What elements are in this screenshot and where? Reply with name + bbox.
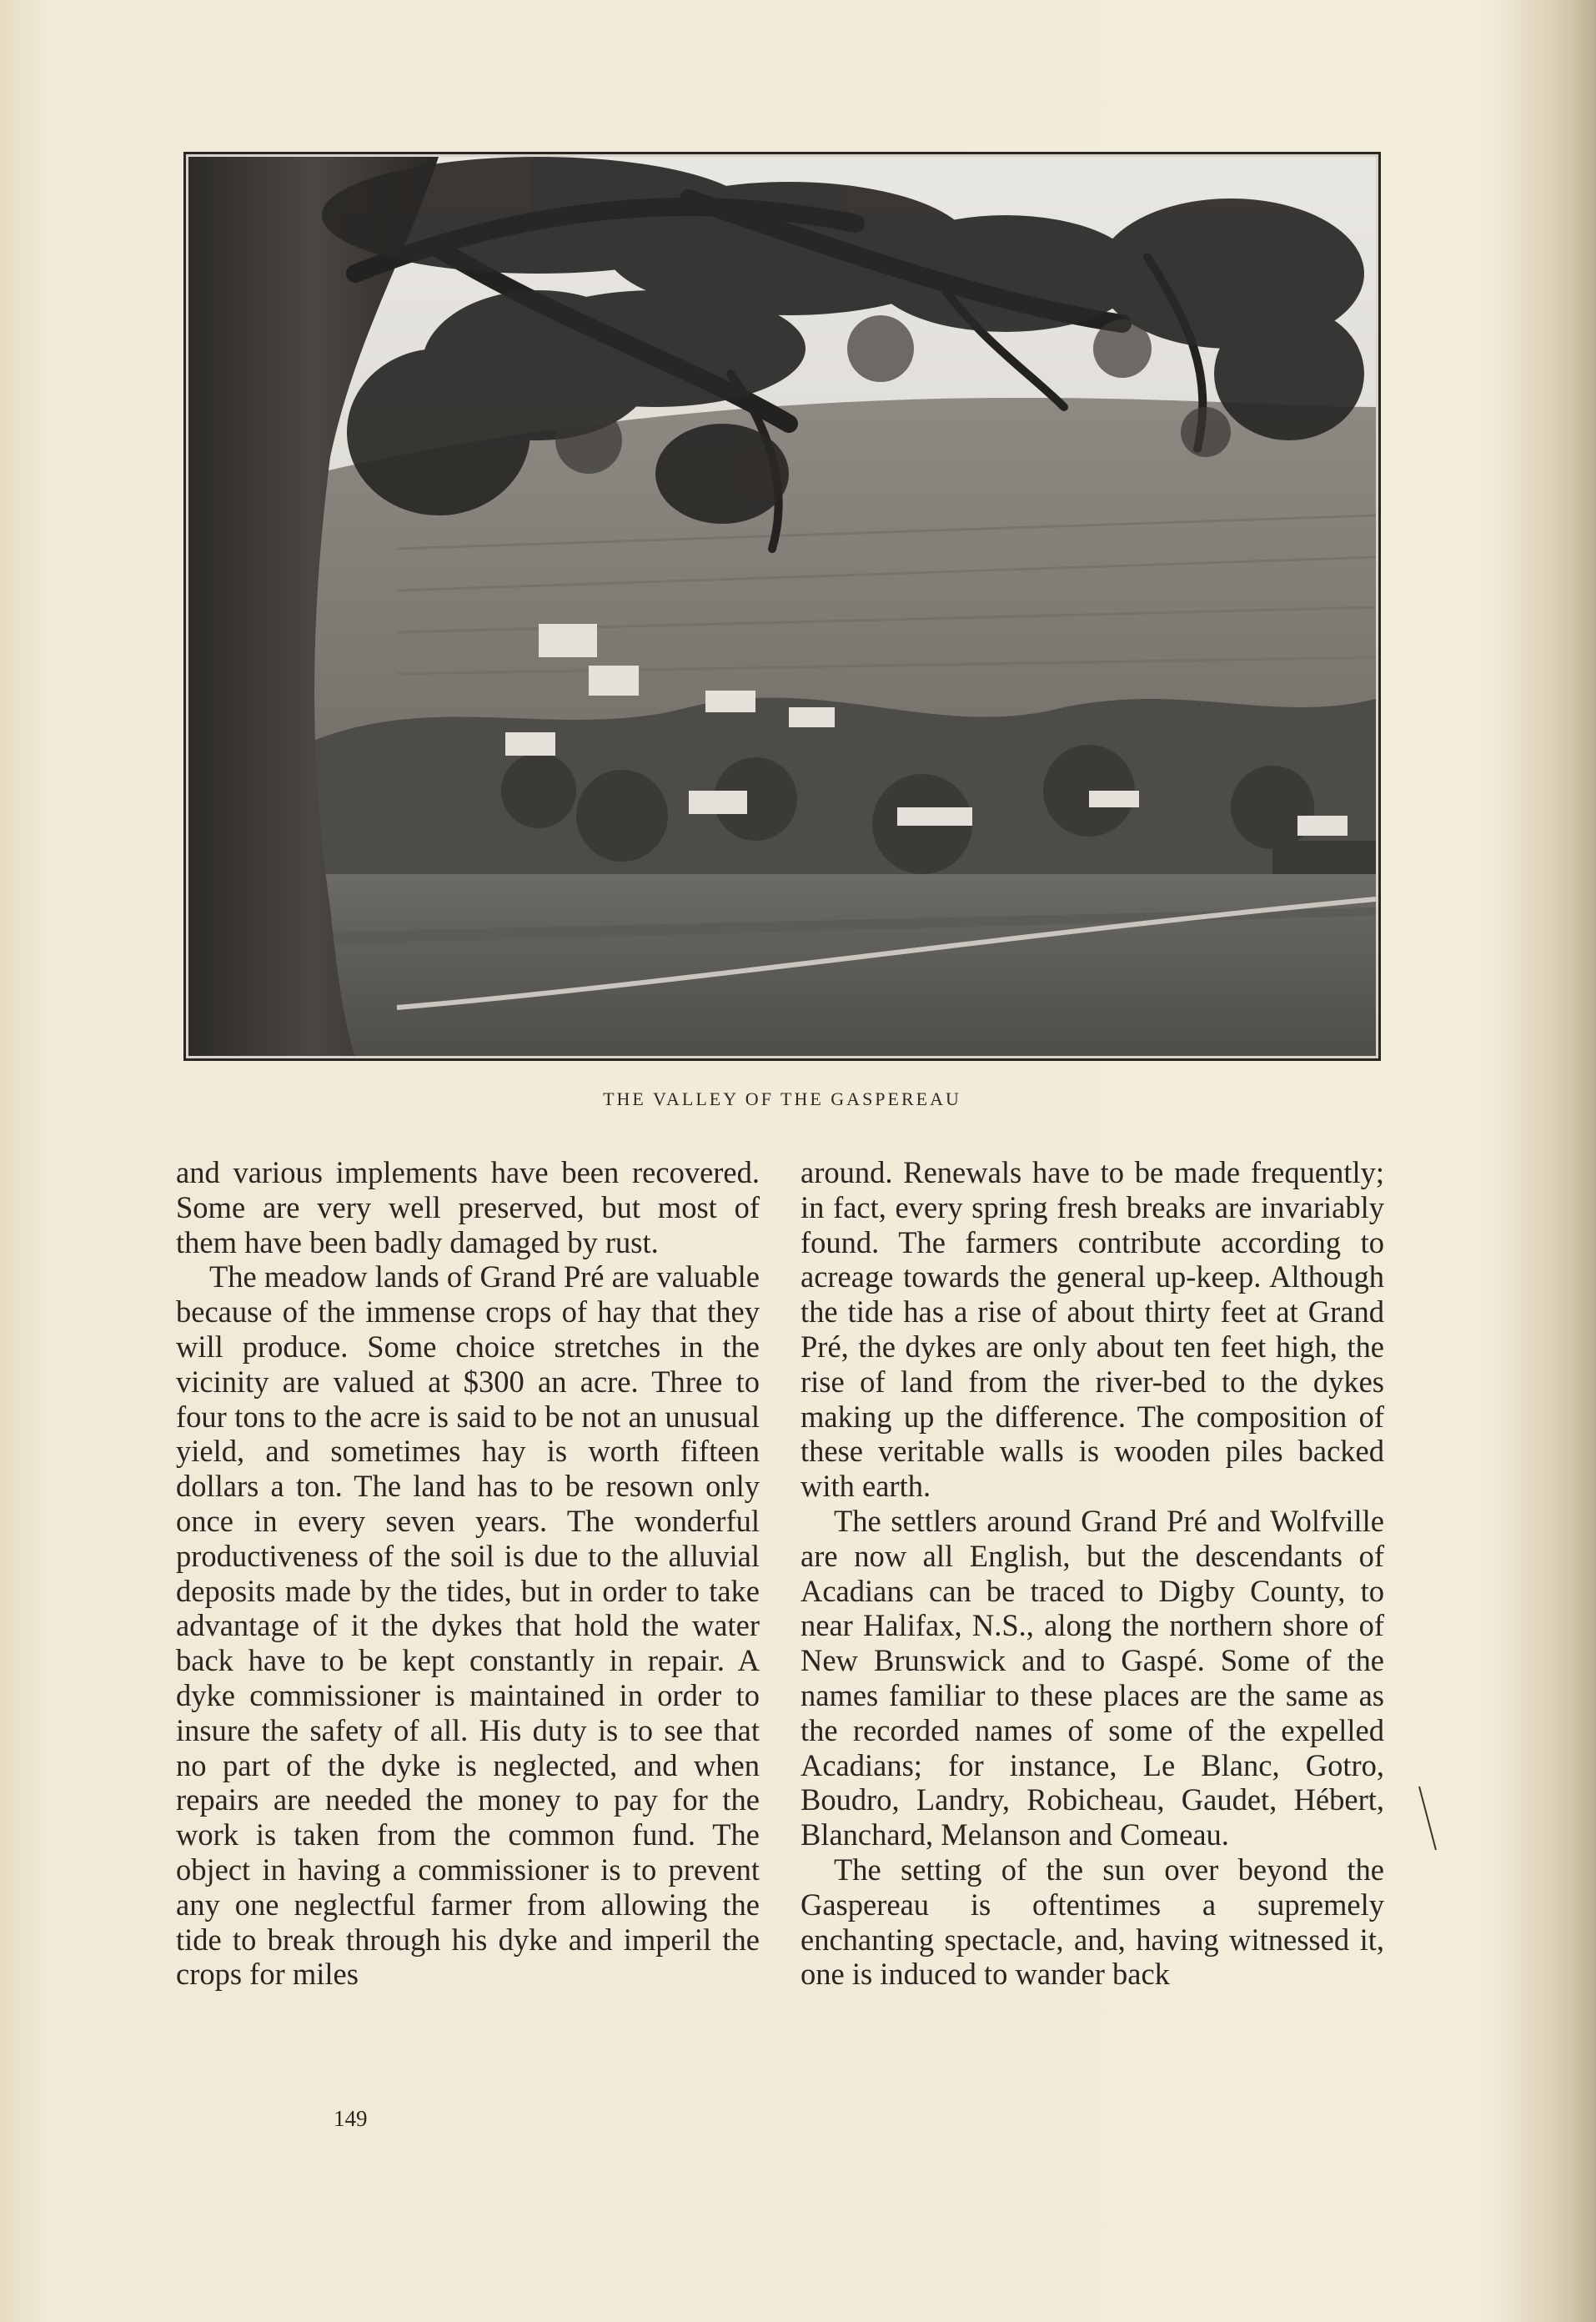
right-column	[801, 1155, 1384, 1992]
right-paragraph-1: around. Renewals have to be made frequently; in fact, every spring fresh breaks are invariably found. The farmers contribute according to acreage towards the general up-keep. Although the tide has a rise of about thirty feet at Grand Pré, the dykes are only about ten feet high, the rise of land from the river-bed to the dykes making up the difference. The composition of these veritable walls is wooden piles backed with earth.	[801, 1155, 1384, 1504]
page-number: 149	[334, 2106, 368, 2131]
left-paragraph-1: and various implements have been recovered. Some are very well preserved, but most of them have been badly damaged by rust.	[176, 1155, 760, 1259]
right-paragraph-3: The setting of the sun over beyond the Gaspereau is oftentimes a supremely enchanting spectacle, and, having witnessed it, one is induced to wander back	[801, 1852, 1384, 1992]
right-paragraph-2: The settlers around Grand Pré and Wolfville are now all English, but the descendants of Acadians can be traced to Digby County, to near Halifax, N.S., along the northern shore of New Brunswick and to Gaspé. Some of the names familiar to these places are the same as the recorded names of some of the expelled Acadians; for instance, Le Blanc, Gotro, Boudro, Landry, Robicheau, Gaudet, Hébert, Blanchard, Melanson and Comeau.	[801, 1503, 1384, 1852]
left-column	[176, 1155, 760, 1992]
pencil-mark	[1418, 1785, 1438, 1852]
left-paragraph-2: The meadow lands of Grand Pré are valuable because of the immense crops of hay that they will produce. Some choice stretches in the vicinity are valued at $300 an acre. Three to four tons to the acre is said to be not an unusual yield, and sometimes hay is worth fifteen dollars a ton. The land has to be resown only once in every seven years. The wonderful productiveness of the soil is due to the alluvial deposits made by the tides, but in order to take advantage of it the dykes that hold the water back have to be kept constantly in repair. A dyke commissioner is maintained in order to insure the safety of all. His duty is to see that no part of the dyke is neglected, and when repairs are needed the money to pay for the work is taken from the common fund. The object in having a commissioner is to prevent any one neglectful farmer from allowing the tide to break through his dyke and imperil the crops for miles	[176, 1259, 760, 1992]
photo-caption: THE VALLEY OF THE GASPEREAU	[603, 1088, 961, 1109]
photo-illustration	[188, 157, 1376, 1056]
valley-photograph	[183, 152, 1381, 1061]
